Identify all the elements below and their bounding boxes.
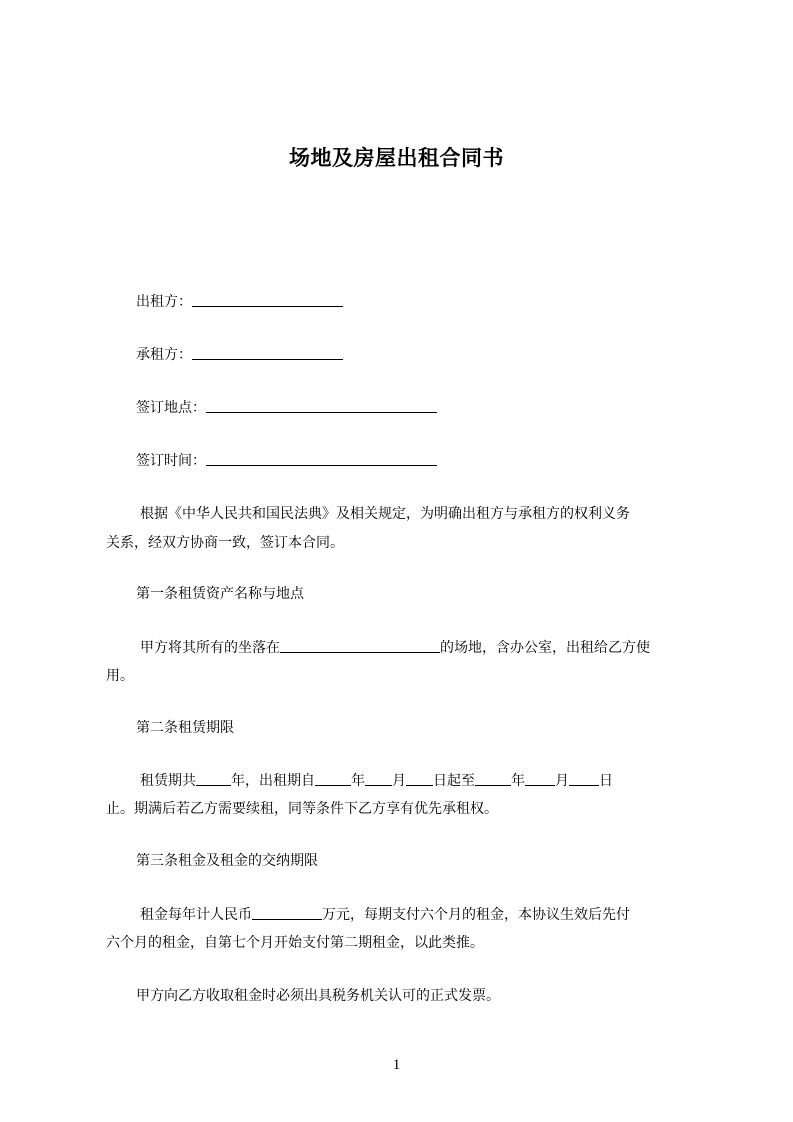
article2-heading: 第二条租赁期限 [136, 720, 234, 736]
sign-time-label: 签订时间： [136, 453, 206, 469]
start-month-blank[interactable] [365, 770, 392, 786]
page-number: 1 [392, 1057, 401, 1073]
article1-line-1 [106, 634, 735, 662]
article3-heading: 第三条租金及租金的交纳期限 [136, 853, 318, 869]
rent-label: 租金每年计人民币 [140, 907, 252, 923]
article1-text-a: 甲方将其所有的坐落在 [140, 640, 280, 656]
article2-line-1 [106, 767, 735, 795]
lessor-label: 出租方： [136, 294, 192, 310]
end-year-label: 年 [511, 773, 525, 789]
article3-line-1 [106, 901, 735, 929]
start-year-blank[interactable] [315, 770, 351, 786]
start-day-label: 日起至 [433, 773, 475, 789]
end-month-blank[interactable] [525, 770, 555, 786]
article2-line-2: 止。期满后若乙方需要续租，同等条件下乙方享有优先承租权。 [106, 801, 498, 817]
sign-place-label: 签订地点： [136, 400, 206, 416]
start-month-label: 月 [392, 773, 406, 789]
sign-place-blank[interactable] [206, 397, 437, 413]
end-year-blank[interactable] [475, 770, 511, 786]
lease-term-label: 租赁期共 [140, 773, 196, 789]
end-day-blank[interactable] [569, 770, 599, 786]
sign-place-line [106, 394, 731, 422]
location-blank[interactable] [280, 637, 440, 653]
article3-invoice-text: 甲方向乙方收取租金时必须出具税务机关认可的正式发票。 [136, 988, 500, 1004]
sign-time-blank[interactable] [206, 450, 437, 466]
intro-line-2: 关系，经双方协商一致，签订本合同。 [106, 535, 344, 551]
article1-line-2: 用。 [106, 668, 134, 684]
lessee-label: 承租方： [136, 347, 192, 363]
lessee-blank[interactable] [192, 344, 343, 360]
intro-line-1: 根据《中华人民共和国民法典》及相关规定，为明确出租方与承租方的权利义务 [140, 506, 630, 522]
article1-text-b: 的场地，含办公室，出租给乙方使 [440, 640, 650, 656]
lessee-line [106, 341, 731, 369]
start-year-label: 年 [351, 773, 365, 789]
start-day-blank[interactable] [406, 770, 433, 786]
end-month-label: 月 [555, 773, 569, 789]
article1-heading: 第一条租赁资产名称与地点 [136, 586, 304, 602]
end-day-label: 日 [599, 773, 613, 789]
lease-start-label: 年，出租期自 [231, 773, 315, 789]
lessor-blank[interactable] [192, 291, 343, 307]
lease-years-blank[interactable] [196, 770, 231, 786]
article3-line-2: 六个月的租金，自第七个月开始支付第二期租金，以此类推。 [106, 935, 484, 951]
rent-amount-blank[interactable] [252, 904, 322, 920]
document-title: 场地及房屋出租合同书 [289, 146, 504, 170]
sign-time-line [106, 447, 731, 475]
lessor-line [106, 288, 731, 316]
rent-terms-text: 万元，每期支付六个月的租金，本协议生效后先付 [322, 907, 630, 923]
